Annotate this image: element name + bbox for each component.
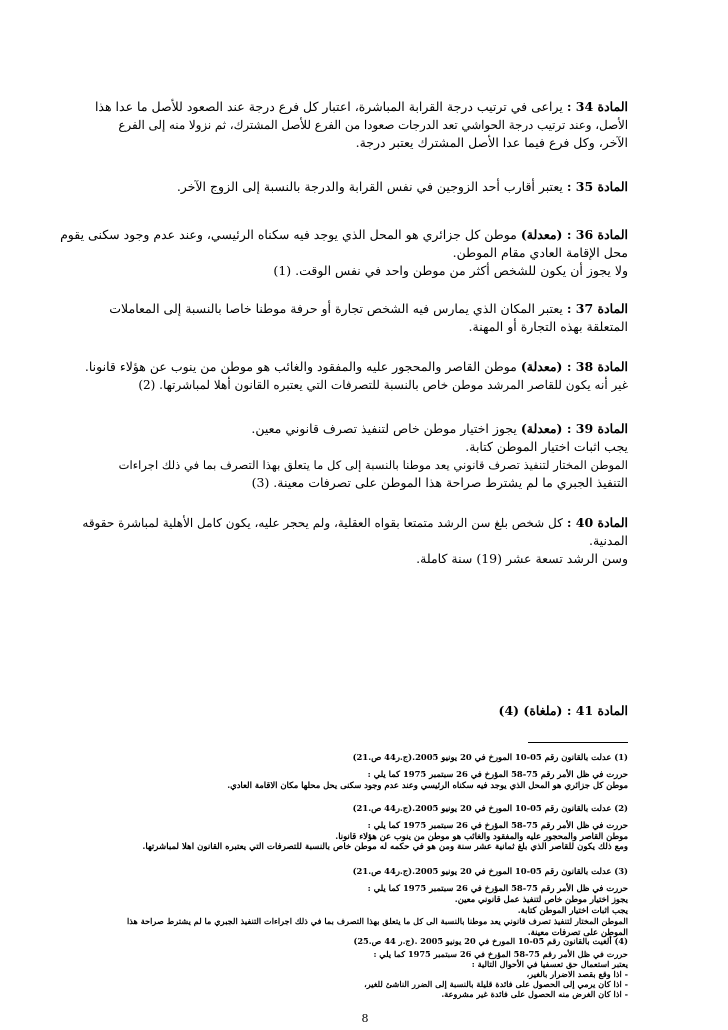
article-line (108, 178, 628, 196)
article-line: المدنية. (589, 533, 628, 548)
article-line (60, 226, 628, 244)
article-41 (108, 702, 628, 720)
article-line (84, 358, 628, 376)
footnote-line: (3) عدلت بالقانون رقم 05-10 المورخ في 20 يونيو 2005.(ج.ر44 ص.21) (352, 866, 628, 876)
article-heading: المادة 37 : (566, 301, 628, 316)
page-number: 8 (361, 1012, 369, 1025)
footnote-line: (2) عدلت بالقانون رقم 05-10 المورخ في 20 يونيو 2005.(ج.ر44 ص.21) (352, 803, 628, 813)
article-line: يجب اثبات اختيار الموطن كتابة. (465, 439, 628, 454)
footnote-3 (108, 866, 628, 938)
article-heading: المادة 41 : (ملغاة) (4) (498, 703, 628, 718)
article-line: وسن الرشد تسعة عشر (19) سنة كاملة. (416, 551, 628, 566)
article-text: يراعى في ترتيب درجة القرابة المباشرة، اعتبار كل فرع درجة عند الصعود للأصل ما عدا هذا (94, 99, 563, 114)
article-heading: المادة 34 : (566, 99, 628, 114)
article-line: التنفيذ الجبري ما لم يشترط صراحة هذا الموطن على تصرفات معينة. (3) (251, 475, 628, 490)
footnote-line: حررت في ظل الأمر رقم 75-58 المؤرخ في 26 سبتمبر 1975 كما يلي : (367, 769, 628, 779)
article-heading: المادة 39 : (معدلة) (520, 421, 628, 436)
article-heading: المادة 40 : (566, 515, 628, 530)
article-line: ولا يجوز أن يكون للشخص أكثر من موطن واحد في نفس الوقت. (1) (273, 263, 628, 278)
article-text: يعتبر أقارب أحد الزوجين في نفس القرابة والدرجة بالنسبة إلى الزوج الآخر. (176, 179, 563, 194)
article-line: الآخر، وكل فرع فيما عدا الأصل المشترك يعتبر درجة. (355, 135, 628, 150)
article-40 (82, 514, 628, 568)
footnote-line: الموطن على تصرفات معينة. (527, 927, 628, 937)
footnote-2 (108, 803, 628, 853)
article-line: الأصل، وعند ترتيب درجة الحواشي تعد الدرجات صعودا من الفرع للأصل المشترك، ثم نزولا منه إلى الفرع (118, 118, 628, 132)
article-line (82, 514, 628, 532)
footnote-line: حررت في ظل الأمر رقم 75-58 المؤرخ في 26 سبتمبر 1975 كما يلي : (373, 949, 628, 959)
article-heading: المادة 38 : (معدلة) (520, 359, 628, 374)
footnote-4 (108, 936, 628, 999)
article-text: موطن القاصر والمحجور عليه والمفقود والغائب هو موطن من ينوب عن هؤلاء قانونا. (84, 359, 517, 374)
footnote-line: الموطن المختار لتنفيذ تصرف قانوني يعد موطنا بالنسبة الى كل ما يتعلق بهذا التصرف بما في ذلك اجراءات التنفيذ الجبري ما لم يشترط صراحة هذا (126, 916, 628, 926)
article-heading: المادة 35 : (566, 179, 628, 194)
footnote-line: - اذا كان يرمي إلى الحصول على فائدة قليلة بالنسبة إلى الضرر الناشئ للغير، (364, 979, 628, 989)
footnote-line: - اذا وقع بقصد الاضرار بالغير، (526, 969, 628, 979)
article-text: يعتبر المكان الذي يمارس فيه الشخص تجارة أو حرفة موطنا خاصا بالنسبة إلى المعاملات (109, 301, 563, 316)
footnote-line: يجوز اختيار موطن خاص لتنفيذ عمل قانوني معين. (454, 894, 628, 904)
footnote-line: ومع ذلك يكون للقاصر الذي بلغ ثمانية عشر سنة ومن هو في حكمه له موطن خاص بالنسبة للتصرفات التي يعتبره القانون اهلا لمباشرتها. (142, 842, 628, 852)
article-37 (108, 300, 628, 336)
footnote-line: يعتبر استعمال حق تعسفيا في الأحوال التالية : (471, 959, 628, 969)
article-heading: المادة 36 : (معدلة) (520, 227, 628, 242)
article-39 (108, 420, 628, 492)
footnote-separator (528, 742, 628, 743)
footnote-line: (4) ألغيت بالقانون رقم 05-10 المورخ في 20 يونيو 2005 .(ج.ر 44 ص.25) (353, 936, 628, 946)
article-36 (60, 226, 628, 280)
article-text: موطن كل جزائري هو المحل الذي يوجد فيه سكناه الرئيسي، وعند عدم وجود سكنى يقوم (60, 227, 517, 242)
article-line: المتعلقة بهذه التجارة أو المهنة. (468, 319, 628, 334)
article-line: محل الإقامة العادي مقام الموطن. (452, 245, 628, 260)
footnote-line: موطن كل جزائري هو المحل الذي يوجد فيه سكناه الرئيسي وعند عدم وجود سكنى يحل محلها مكان الاقامة العادي. (227, 780, 628, 790)
article-line (94, 98, 628, 116)
footnote-1 (108, 752, 628, 791)
article-line (108, 300, 628, 318)
footnote-line: (1) عدلت بالقانون رقم 05-10 المورخ في 20 يونيو 2005.(ج.ر44 ص.21) (352, 752, 628, 762)
footnote-line: حررت في ظل الأمر رقم 75-58 المؤرخ في 26 سبتمبر 1975 كما يلي : (367, 883, 628, 893)
article-34 (94, 98, 628, 152)
article-line: الموطن المختار لتنفيذ تصرف قانوني يعد موطنا بالنسبة إلى كل ما يتعلق بهذا التصرف بما في ذلك اجراءات (118, 458, 628, 472)
article-35 (108, 178, 628, 196)
article-38 (84, 358, 628, 394)
article-line (108, 420, 628, 438)
article-text: يجوز اختيار موطن خاص لتنفيذ تصرف قانوني معين. (251, 421, 517, 436)
footnote-line: حررت في ظل الأمر رقم 75-58 المؤرخ في 26 سبتمبر 1975 كما يلي : (367, 820, 628, 830)
article-text: كل شخص بلغ سن الرشد متمتعا بقواه العقلية، ولم يحجر عليه، يكون كامل الأهلية لمباشرة حقوقه (82, 516, 563, 530)
footnote-line: يجب اثبات اختيار الموطن كتابة. (517, 905, 628, 915)
footnote-line: - اذا كان الغرض منه الحصول على فائدة غير مشروعة. (441, 989, 628, 999)
footnote-line: موطن القاصر والمحجور عليه والمفقود والغائب هو موطن من ينوب عن هؤلاء قانونا. (335, 831, 628, 841)
article-line: غير أنه يكون للقاصر المرشد موطن خاص بالنسبة للتصرفات التي يعتبره القانون أهلا لمباشرتها. (2) (138, 378, 628, 392)
